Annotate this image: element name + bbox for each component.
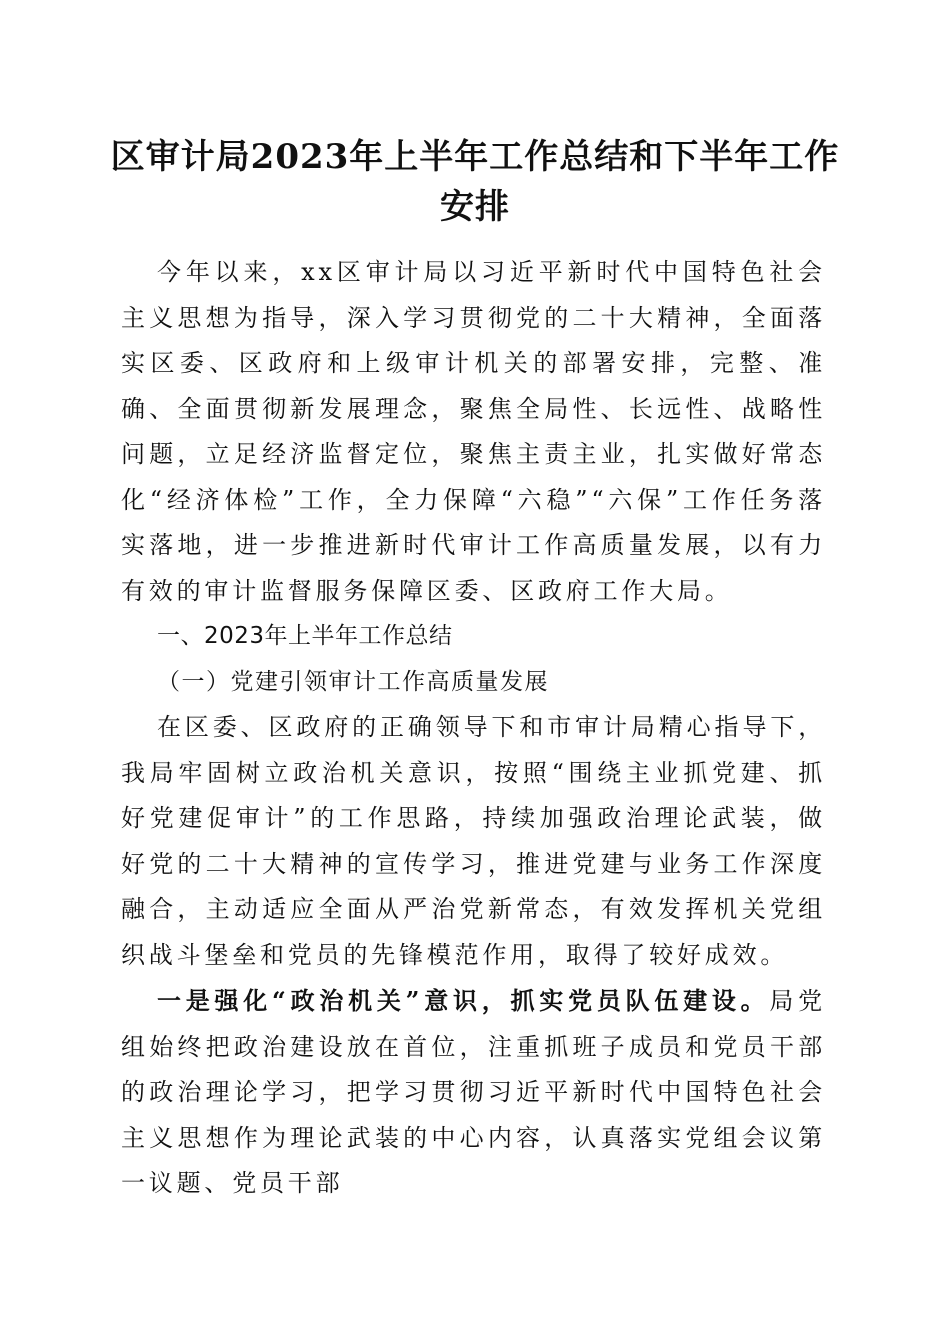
subsection-heading: （一）党建引领审计工作高质量发展 (157, 668, 549, 695)
subsection-paragraph: 在区委、区政府的正确领导下和市审计局精心指导下，我局牢固树立政治机关意识，按照“围绕主业抓党建、抓好党建促审计”的工作思路，持续加强政治理论武装，做好党的二十大精神的宣传学习，推进党建与业务工作深度融合，主动适应全面从严治党新常态，有效发挥机关党组织战斗堡垒和党员的先锋模范作用，取得了较好成效。 (121, 713, 826, 969)
point-paragraph (121, 978, 826, 1207)
document-title: 区审计局2023年上半年工作总结和下半年工作安排 (110, 137, 840, 227)
point-lead: 一是强化“政治机关”意识，抓实党员队伍建设。 (157, 986, 770, 1015)
intro-paragraph: 今年以来，xx区审计局以习近平新时代中国特色社会主义思想为指导，深入学习贯彻党的二十大精神，全面落实区委、区政府和上级审计机关的部署安排，完整、准确、全面贯彻新发展理念，聚焦全局性、长远性、战略性问题，立足经济监督定位，聚焦主责主业，扎实做好常态化“经济体检”工作，全力保障“六稳”“六保”工作任务落实落地，进一步推进新时代审计工作高质量发展，以有力有效的审计监督服务保障区委、区政府工作大局。 (121, 258, 826, 605)
document-body (121, 250, 826, 1207)
point-text: 局党组始终把政治建设放在首位，注重抓班子成员和党员干部的政治理论学习，把学习贯彻习近平新时代中国特色社会主义思想作为理论武装的中心内容，认真落实党组会议第一议题、党员干部 (121, 987, 826, 1197)
section-heading: 一、2023年上半年工作总结 (157, 623, 453, 649)
